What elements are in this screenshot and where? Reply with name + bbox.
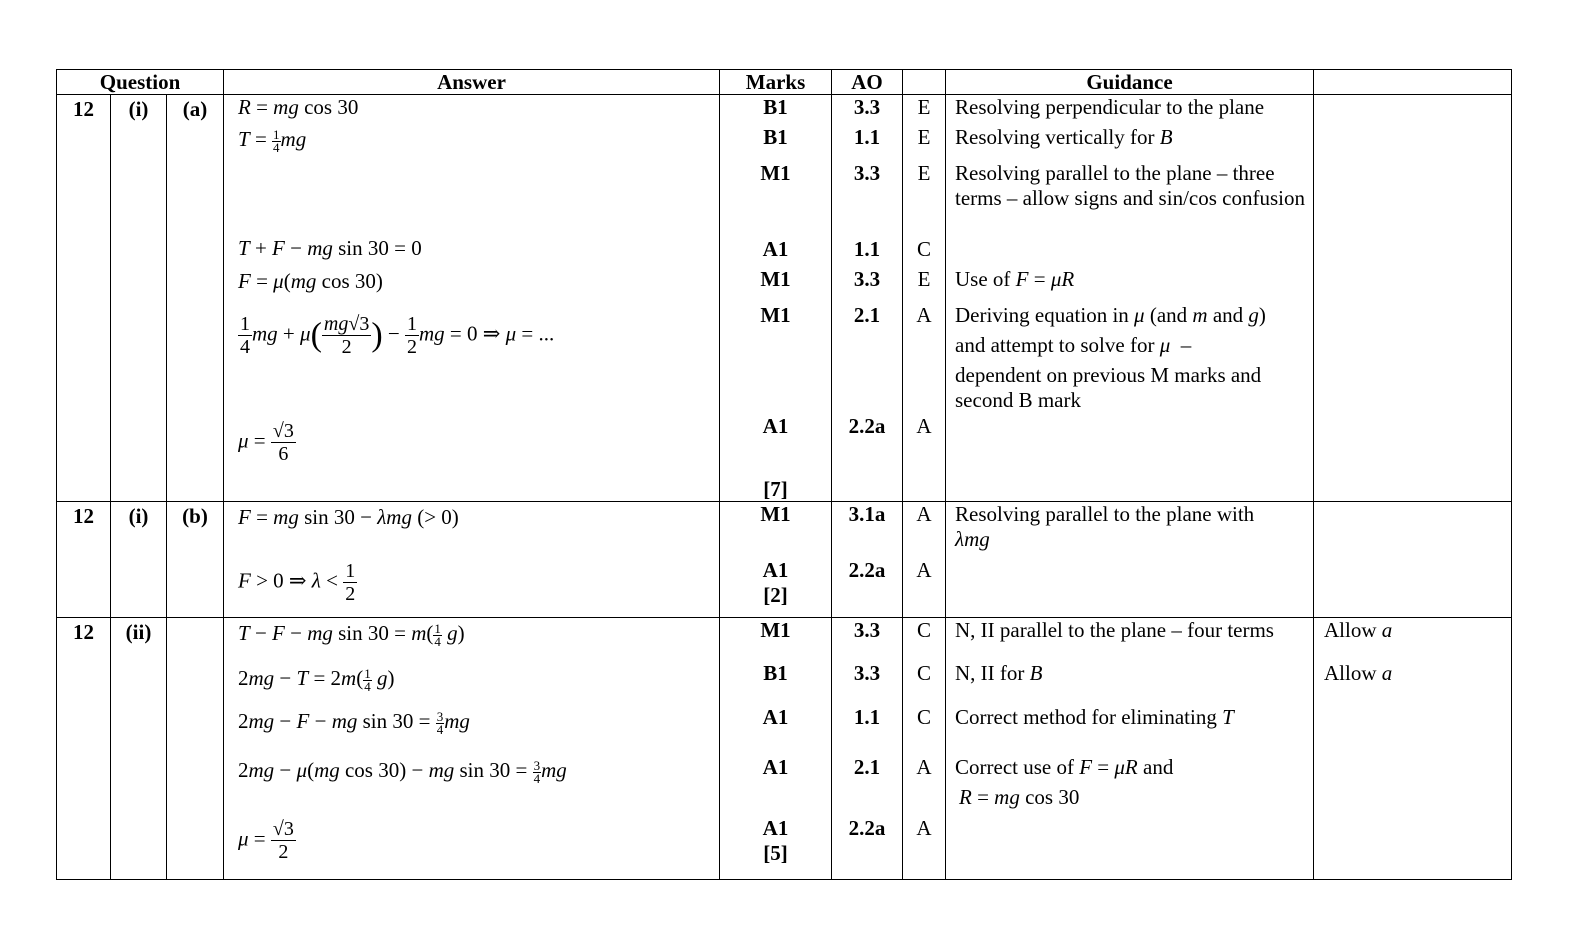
mark-total: [7] <box>763 477 788 501</box>
guidance-variable: T <box>1222 705 1234 729</box>
row-12-i-b <box>57 502 1512 618</box>
guidance-text: and attempt to solve for μ – <box>955 333 1192 357</box>
guidance-text: Deriving equation in μ (and m and g) <box>955 303 1266 327</box>
guidance-text: Resolving parallel to the plane with <box>955 502 1255 526</box>
mark-scheme-table <box>56 69 1512 880</box>
answer-cell <box>224 618 720 880</box>
mark: A1 <box>762 705 789 729</box>
header-row <box>57 70 1512 95</box>
guidance-text: Resolving perpendicular to the plane <box>955 95 1265 119</box>
guidance-text <box>955 661 1309 686</box>
guidance-fragment: Deriving equation in <box>955 303 1129 327</box>
type-cell <box>903 502 946 618</box>
guidance-text: Correct use of F = μR and <box>955 755 1174 779</box>
mark: M1 <box>760 502 791 526</box>
guidance-text <box>955 527 1309 552</box>
type: E <box>917 95 931 119</box>
type-cell <box>903 95 946 502</box>
extra-cell <box>1314 95 1512 502</box>
type: E <box>917 161 931 185</box>
guidance-text: Resolving parallel to the plane – three terms – allow signs and sin/cos confusion <box>955 161 1305 210</box>
guidance-text: R = mg cos 30 <box>959 785 1080 809</box>
extra-note <box>1324 618 1507 643</box>
ao: 3.3 <box>853 95 881 119</box>
header-ao: AO <box>832 70 903 95</box>
ao-cell <box>832 618 903 880</box>
question-number: 12 <box>57 95 111 502</box>
extra-fragment: Allow <box>1324 661 1377 685</box>
ao: 3.3 <box>853 618 881 642</box>
ao: 2.2a <box>848 558 886 582</box>
guidance-fragment: – <box>1180 333 1192 357</box>
ao: 3.1a <box>848 502 886 526</box>
row-12-ii <box>57 618 1512 880</box>
answer-line: F = mg sin 30 − λmg (> 0) <box>238 505 459 529</box>
ao: 2.1 <box>853 755 881 779</box>
type: A <box>916 755 932 779</box>
mark: B1 <box>763 125 788 149</box>
type: A <box>916 816 932 840</box>
ao: 3.3 <box>853 161 881 185</box>
guidance-fragment: Use of <box>955 267 1011 291</box>
mark: B1 <box>763 661 788 685</box>
mark: A1 <box>762 237 789 261</box>
answer-line: $\frac{1}{4}$ mg + μ( $\frac{mg√3}{2}$ ) − $\frac{1}{2}$ mg = 0 ⇒ μ = ... <box>240 313 555 358</box>
guidance-variable: λmg <box>955 527 990 551</box>
mark-total: [2] <box>763 583 788 607</box>
question-part: (i) <box>111 502 167 618</box>
ao: 1.1 <box>853 125 881 149</box>
mark: A1 <box>762 816 789 840</box>
guidance-text: dependent on previous M marks and second B mark <box>955 363 1262 412</box>
type-cell <box>903 618 946 880</box>
guidance-variable: B <box>1029 661 1043 685</box>
header-guidance: Guidance <box>946 70 1314 95</box>
answer-line: 2mg − μ(mg cos 30) − mg sin 30 = $\frac{3}{4}$ mg <box>238 757 567 786</box>
ao: 2.2a <box>848 816 886 840</box>
guidance-fragment: Correct method for eliminating <box>955 705 1217 729</box>
ao: 1.1 <box>853 705 881 729</box>
answer-line: 2mg − T = 2m( $\frac{1}{4}$ g) <box>238 665 395 694</box>
guidance-text <box>955 705 1309 730</box>
answer-line: T + F − mg sin 30 = 0 <box>238 236 422 260</box>
guidance-cell <box>946 618 1314 880</box>
type: A <box>916 558 932 582</box>
guidance-cell <box>946 95 1314 502</box>
answer-line: T − F − mg sin 30 = m( $\frac{1}{4}$ g) <box>238 620 465 649</box>
guidance-fragment: ) <box>1258 303 1266 327</box>
question-part: (ii) <box>111 618 167 880</box>
ao: 3.3 <box>853 267 881 291</box>
question-part: (i) <box>111 95 167 502</box>
type: A <box>916 502 932 526</box>
answer-line: T = $\frac{1}{4}$ mg <box>238 126 307 155</box>
mark: A1 <box>762 558 789 582</box>
guidance-variable: m <box>1192 303 1208 327</box>
type: C <box>916 705 931 729</box>
ao-cell <box>832 502 903 618</box>
guidance-text <box>955 125 1309 150</box>
marks-cell <box>720 502 832 618</box>
answer-line: μ = $\frac{√3}{6}$ <box>238 420 294 465</box>
ao: 1.1 <box>853 237 881 261</box>
extra-variable: a <box>1381 661 1393 685</box>
extra-cell <box>1314 502 1512 618</box>
guidance-variable: g <box>1248 303 1259 327</box>
answer-line: F > 0 ⇒ λ < $\frac{1}{2}$ <box>238 560 356 605</box>
ao: 3.3 <box>853 661 881 685</box>
answer-line: F = μ(mg cos 30) <box>238 269 383 293</box>
question-subpart <box>167 618 224 880</box>
type: A <box>916 414 932 438</box>
question-subpart: (b) <box>167 502 224 618</box>
type: E <box>917 267 931 291</box>
header-extra <box>1314 70 1512 95</box>
guidance-variable: B <box>1159 125 1173 149</box>
answer-cell <box>224 95 720 502</box>
question-number: 12 <box>57 618 111 880</box>
question-subpart: (a) <box>167 95 224 502</box>
mark: A1 <box>762 414 789 438</box>
type: C <box>916 661 931 685</box>
mark: M1 <box>760 618 791 642</box>
header-question: Question <box>57 70 224 95</box>
guidance-text: N, II parallel to the plane – four terms <box>955 618 1274 642</box>
row-12-i-a <box>57 95 1512 502</box>
guidance-fragment: (and <box>1149 303 1188 327</box>
guidance-cell <box>946 502 1314 618</box>
marks-cell <box>720 618 832 880</box>
guidance-fragment: and <box>1143 755 1174 779</box>
ao-cell <box>832 95 903 502</box>
guidance-fragment: and <box>1212 303 1244 327</box>
answer-line: μ = $\frac{√3}{2}$ <box>238 818 294 863</box>
type: E <box>917 125 931 149</box>
header-marks: Marks <box>720 70 832 95</box>
extra-cell <box>1314 618 1512 880</box>
guidance-text: Use of F = μR <box>955 267 1075 291</box>
type: A <box>916 303 932 327</box>
ao: 2.2a <box>848 414 886 438</box>
question-number: 12 <box>57 502 111 618</box>
extra-fragment: Allow <box>1324 618 1377 642</box>
header-answer: Answer <box>224 70 720 95</box>
answer-cell <box>224 502 720 618</box>
marks-cell <box>720 95 832 502</box>
extra-note <box>1324 661 1507 686</box>
mark-total: [5] <box>763 841 788 865</box>
answer-line: R = mg cos 30 <box>238 95 359 119</box>
mark: M1 <box>760 303 791 327</box>
mark: M1 <box>760 161 791 185</box>
ao: 2.1 <box>853 303 881 327</box>
extra-variable: a <box>1381 618 1393 642</box>
header-type <box>903 70 946 95</box>
mark: B1 <box>763 95 788 119</box>
type: C <box>916 618 931 642</box>
guidance-fragment: N, II for <box>955 661 1025 685</box>
guidance-fragment: Resolving vertically for <box>955 125 1155 149</box>
answer-line: 2mg − F − mg sin 30 = $\frac{3}{4}$ mg <box>238 708 470 737</box>
guidance-fragment: Correct use of <box>955 755 1074 779</box>
type: C <box>916 237 931 261</box>
mark: A1 <box>762 755 789 779</box>
mark: M1 <box>760 267 791 291</box>
guidance-fragment: and attempt to solve for <box>955 333 1155 357</box>
